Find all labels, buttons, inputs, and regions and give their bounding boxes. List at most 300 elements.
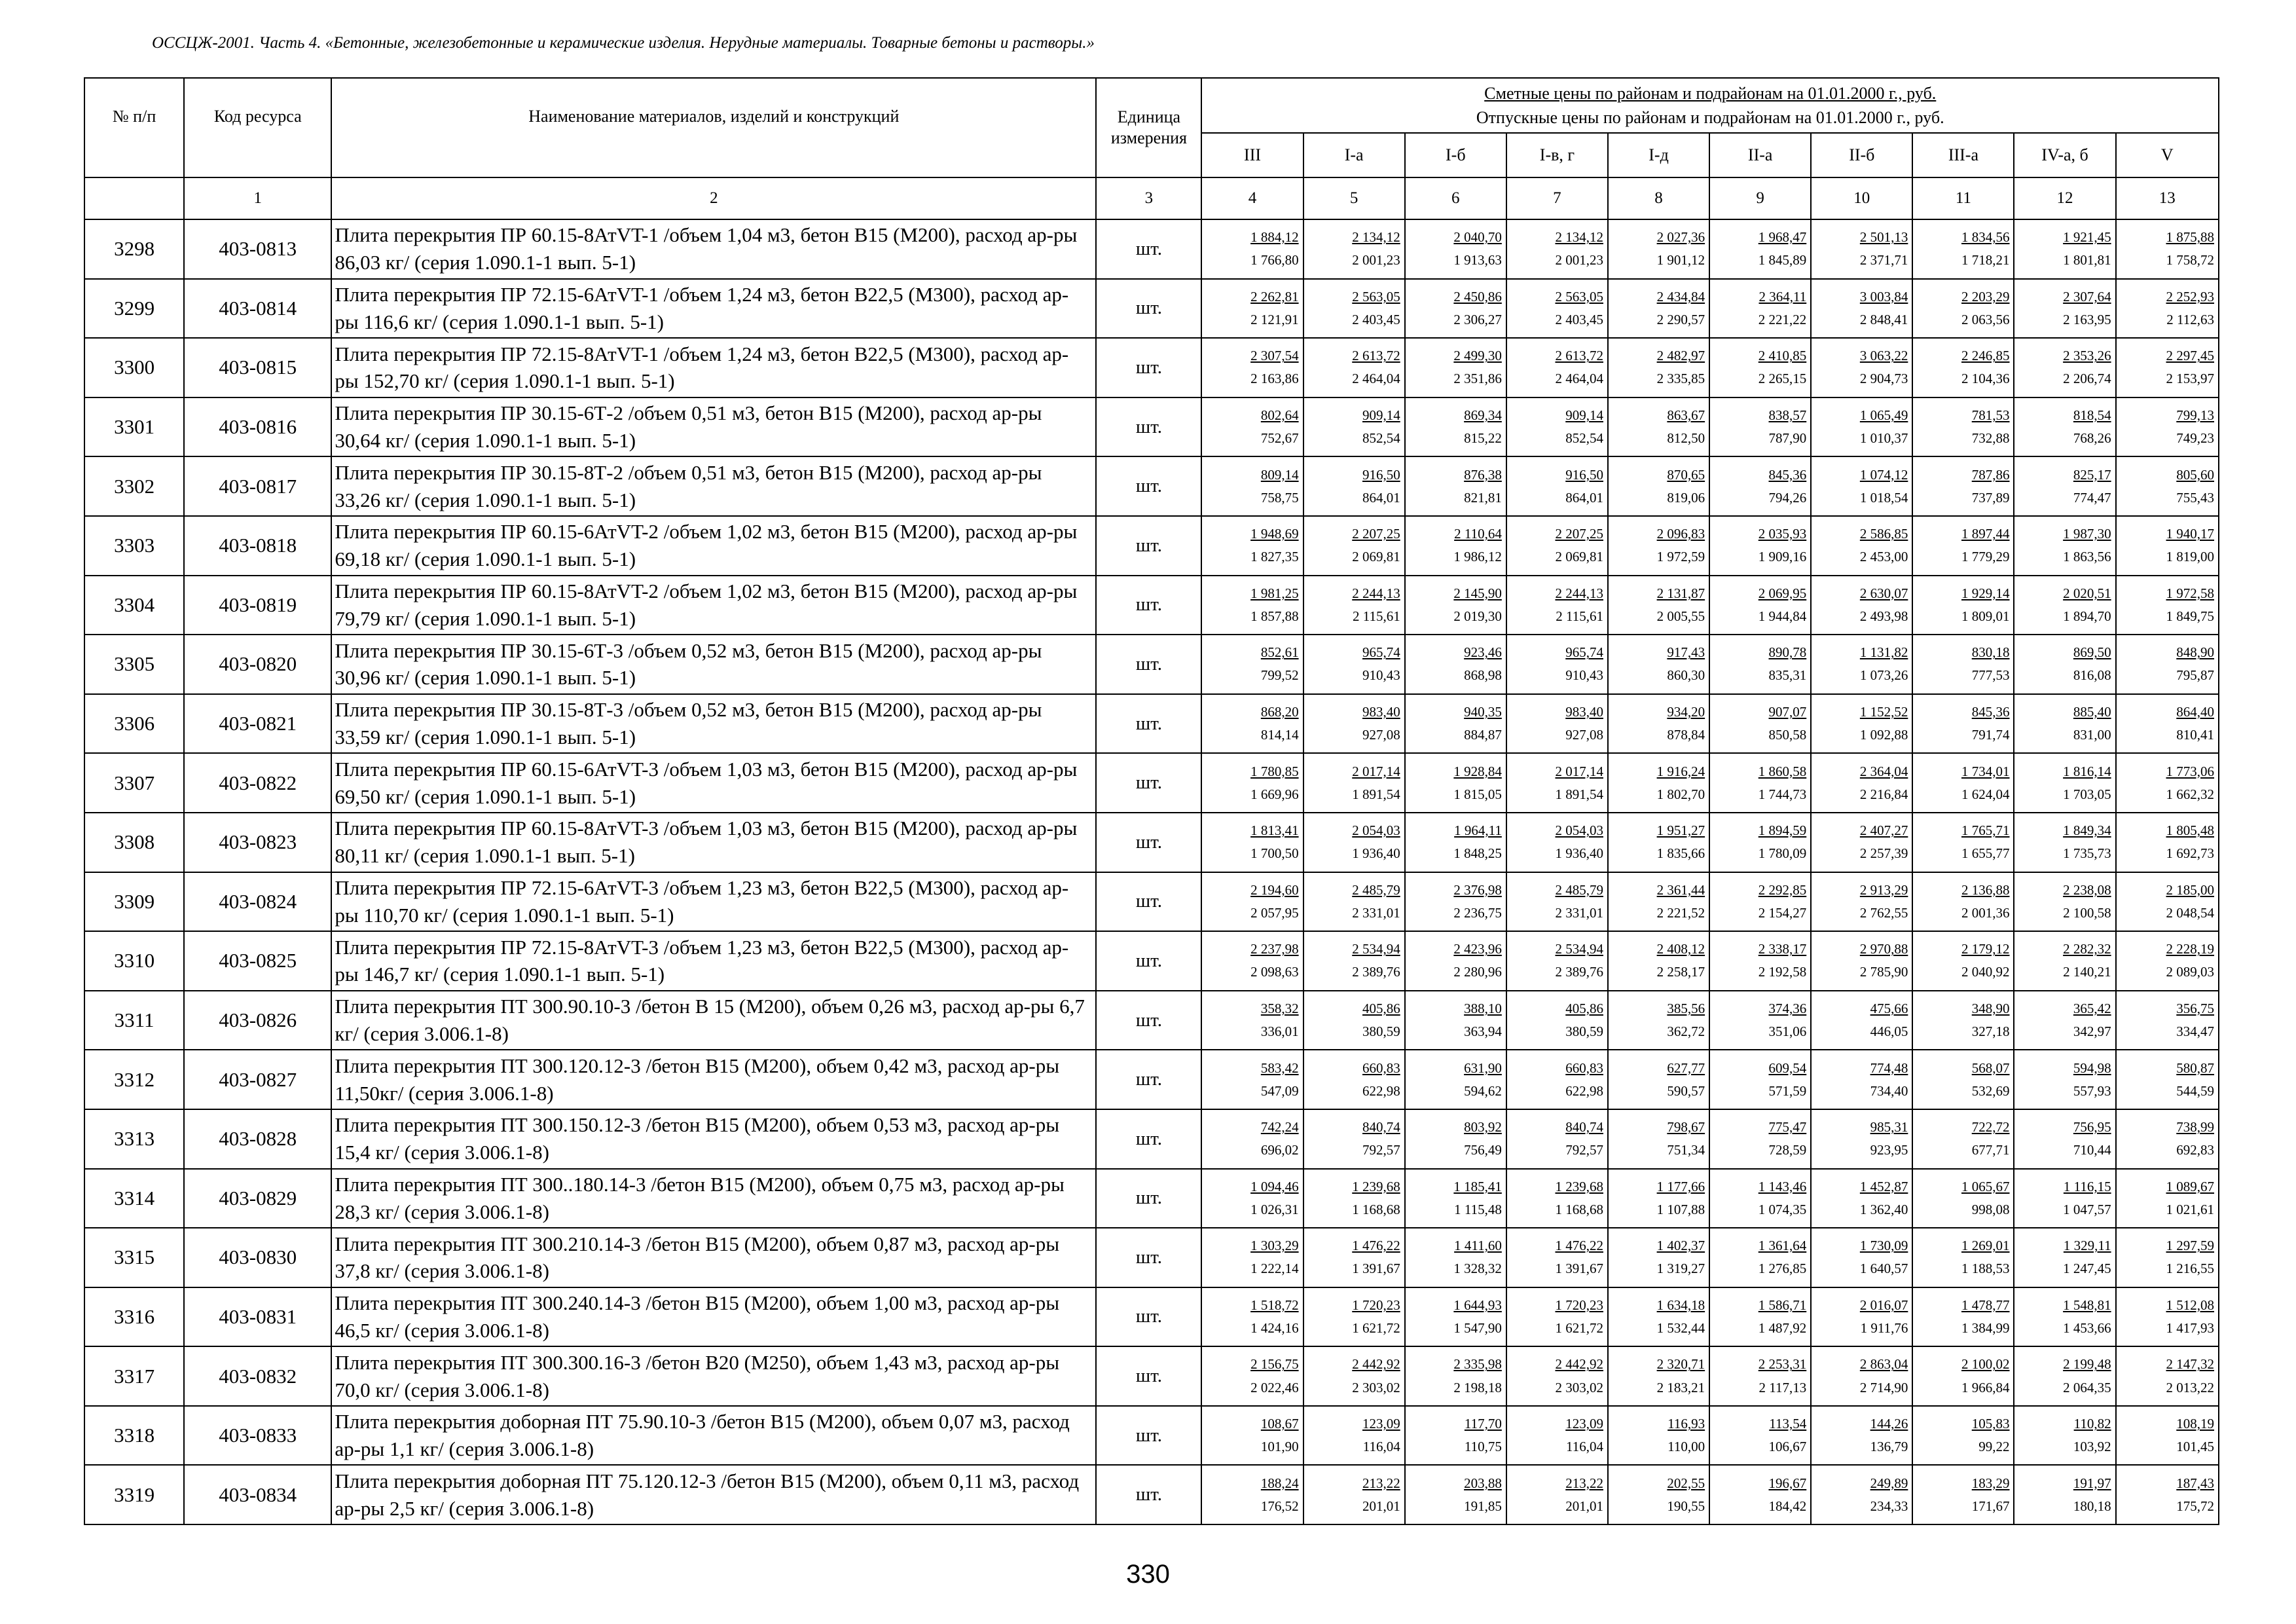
price-cell	[1303, 1109, 1405, 1169]
estimate-price: 2 499,30	[1453, 348, 1502, 364]
estimate-price: 2 203,29	[1961, 288, 2010, 304]
release-price: 878,84	[1667, 727, 1705, 743]
estimate-price: 1 968,47	[1758, 229, 1807, 246]
price-cell	[2116, 991, 2219, 1050]
price-cell	[2014, 991, 2115, 1050]
estimate-price: 809,14	[1260, 466, 1299, 483]
district-header: I-б	[1405, 133, 1506, 177]
price-cell	[2014, 1346, 2115, 1406]
estimate-price: 110,82	[2073, 1416, 2111, 1432]
table-body	[84, 219, 2219, 1524]
price-cell	[1506, 991, 1608, 1050]
table-row	[84, 635, 2219, 694]
column-number: 4	[1201, 177, 1303, 219]
material-name: Плита перекрытия ПР 60.15-6АтVT-2 /объем 1,02 м3, бетон В15 (М200), расход ар-ры 69,18 кг/ (серия 1.090.1-1 вып. 5-1)	[331, 516, 1096, 576]
estimate-price: 803,92	[1464, 1119, 1502, 1135]
price-cell	[1303, 1228, 1405, 1287]
release-price: 2 389,76	[1352, 964, 1400, 980]
row-number: 3318	[84, 1406, 184, 1466]
release-price: 1 384,99	[1961, 1320, 2010, 1336]
estimate-price: 738,99	[2176, 1119, 2214, 1135]
release-price: 557,93	[2073, 1082, 2111, 1099]
release-price: 2 001,36	[1961, 904, 2010, 921]
price-cell	[2014, 516, 2115, 576]
price-cell	[1506, 279, 1608, 339]
estimate-price: 1 476,22	[1555, 1238, 1603, 1254]
price-cell	[1811, 1406, 1912, 1466]
price-cell	[1709, 1050, 1811, 1109]
price-cell	[2014, 635, 2115, 694]
price-cell	[1405, 1346, 1506, 1406]
district-header: I-д	[1608, 133, 1709, 177]
resource-code: 403-0821	[184, 694, 331, 754]
release-price: 1 857,88	[1250, 608, 1299, 624]
release-price: 732,88	[1971, 430, 2010, 447]
release-price: 2 063,56	[1961, 311, 2010, 327]
estimate-price: 1 849,34	[2063, 822, 2111, 839]
release-price: 850,58	[1768, 727, 1807, 743]
row-number: 3299	[84, 279, 184, 339]
release-price: 1 026,31	[1250, 1201, 1299, 1217]
col-header-unit: Единица измерения	[1096, 78, 1201, 177]
price-cell	[1506, 872, 1608, 932]
estimate-price: 1 816,14	[2063, 763, 2111, 779]
district-header: I-а	[1303, 133, 1405, 177]
price-cell	[2116, 694, 2219, 754]
estimate-price: 916,50	[1362, 466, 1400, 483]
release-price: 2 013,22	[2166, 1379, 2214, 1395]
release-price: 2 331,01	[1555, 904, 1603, 921]
price-cell	[1608, 813, 1709, 872]
price-cell	[1201, 1465, 1303, 1524]
estimate-price: 123,09	[1362, 1416, 1400, 1432]
column-number: 5	[1303, 177, 1405, 219]
district-header: II-а	[1709, 133, 1811, 177]
estimate-price: 2 563,05	[1555, 288, 1603, 304]
release-price: 2 040,92	[1961, 964, 2010, 980]
price-cell	[1405, 1050, 1506, 1109]
price-cell	[1709, 1346, 1811, 1406]
release-price: 860,30	[1667, 667, 1705, 684]
price-cell	[1303, 338, 1405, 397]
release-price: 590,57	[1667, 1082, 1705, 1099]
material-name: Плита перекрытия ПТ 300.300.16-3 /бетон В20 (М250), объем 1,43 м3, расход ар-ры 70,0 кг/ (серия 3.006.1-8)	[331, 1346, 1096, 1406]
estimate-price: 2 147,32	[2166, 1356, 2214, 1373]
price-cell	[1303, 516, 1405, 576]
estimate-price: 385,56	[1667, 1000, 1705, 1016]
price-cell	[1201, 694, 1303, 754]
release-price: 2 280,96	[1453, 964, 1502, 980]
price-cell	[1709, 397, 1811, 457]
release-price: 819,06	[1667, 489, 1705, 506]
estimate-price: 2 069,95	[1758, 585, 1807, 601]
release-price: 2 163,86	[1250, 371, 1299, 387]
estimate-price: 2 246,85	[1961, 348, 2010, 364]
price-cell	[1303, 1050, 1405, 1109]
estimate-price: 2 100,02	[1961, 1356, 2010, 1373]
estimate-price: 2 179,12	[1961, 941, 2010, 957]
release-price: 792,57	[1565, 1142, 1603, 1158]
estimate-price: 2 613,72	[1555, 348, 1603, 364]
price-cell	[1405, 813, 1506, 872]
price-cell	[1608, 456, 1709, 516]
price-cell	[1912, 1050, 2014, 1109]
price-cell	[1506, 219, 1608, 279]
estimate-price: 876,38	[1464, 466, 1502, 483]
release-price: 1 624,04	[1961, 786, 2010, 802]
price-cell	[2116, 456, 2219, 516]
estimate-price: 2 194,60	[1250, 881, 1299, 898]
estimate-price: 2 156,75	[1250, 1356, 1299, 1373]
district-header: IV-а, б	[2014, 133, 2115, 177]
unit-of-measure: шт.	[1096, 1050, 1201, 1109]
release-price: 1 779,29	[1961, 549, 2010, 565]
estimate-price: 1 634,18	[1656, 1297, 1705, 1313]
release-price: 1 801,81	[2063, 252, 2111, 268]
price-cell	[1303, 694, 1405, 754]
release-price: 1 655,77	[1961, 845, 2010, 862]
estimate-price: 388,10	[1464, 1000, 1502, 1016]
estimate-price: 756,95	[2073, 1119, 2111, 1135]
estimate-price: 2 237,98	[1250, 941, 1299, 957]
unit-of-measure: шт.	[1096, 338, 1201, 397]
release-price: 1 018,54	[1859, 489, 1908, 506]
estimate-price: 1 177,66	[1656, 1178, 1705, 1194]
estimate-price: 609,54	[1768, 1060, 1807, 1076]
price-cell	[1405, 872, 1506, 932]
price-cell	[1506, 456, 1608, 516]
price-cell	[1811, 931, 1912, 991]
estimate-price: 909,14	[1565, 407, 1603, 423]
district-header: I-в, г	[1506, 133, 1608, 177]
price-cell	[1912, 1406, 2014, 1466]
estimate-price: 983,40	[1565, 703, 1603, 720]
price-cell	[1506, 694, 1608, 754]
district-header: V	[2116, 133, 2219, 177]
price-cell	[1405, 279, 1506, 339]
row-number: 3300	[84, 338, 184, 397]
price-cell	[1303, 991, 1405, 1050]
release-price: 768,26	[2073, 430, 2111, 447]
release-price: 2 153,97	[2166, 371, 2214, 387]
estimate-price: 568,07	[1971, 1060, 2010, 1076]
estimate-price: 909,14	[1362, 407, 1400, 423]
estimate-price: 123,09	[1565, 1416, 1603, 1432]
release-price: 1 909,16	[1758, 549, 1807, 565]
release-price: 794,26	[1768, 489, 1807, 506]
resource-code: 403-0832	[184, 1346, 331, 1406]
price-cell	[1201, 456, 1303, 516]
column-number: 11	[1912, 177, 2014, 219]
price-cell	[1811, 753, 1912, 813]
release-price: 2 464,04	[1555, 371, 1603, 387]
release-price: 547,09	[1260, 1082, 1299, 1099]
release-price: 1 168,68	[1352, 1201, 1400, 1217]
price-cell	[1811, 813, 1912, 872]
release-price: 787,90	[1768, 430, 1807, 447]
table-row	[84, 1169, 2219, 1228]
estimate-price: 2 423,96	[1453, 941, 1502, 957]
table-row	[84, 813, 2219, 872]
estimate-price: 358,32	[1260, 1000, 1299, 1016]
estimate-price: 2 253,31	[1758, 1356, 1807, 1373]
release-price: 756,49	[1464, 1142, 1502, 1158]
estimate-price: 1 897,44	[1961, 526, 2010, 542]
material-name: Плита перекрытия доборная ПТ 75.90.10-3 /бетон В15 (М200), объем 0,07 м3, расход ар-ры 1,1 кг/ (серия 3.006.1-8)	[331, 1406, 1096, 1466]
release-price: 737,89	[1971, 489, 2010, 506]
estimate-price: 983,40	[1362, 703, 1400, 720]
estimate-price: 2 134,12	[1555, 229, 1603, 246]
price-cell	[1303, 219, 1405, 279]
price-cell	[1709, 1406, 1811, 1466]
price-cell	[1811, 219, 1912, 279]
table-row	[84, 456, 2219, 516]
release-price: 1 417,93	[2166, 1320, 2214, 1336]
release-price: 774,47	[2073, 489, 2111, 506]
estimate-price: 2 297,45	[2166, 348, 2214, 364]
price-cell	[2116, 279, 2219, 339]
price-cell	[1303, 931, 1405, 991]
price-cell	[1912, 516, 2014, 576]
release-price: 1 848,25	[1453, 845, 1502, 862]
estimate-price: 787,86	[1971, 466, 2010, 483]
table-row	[84, 1465, 2219, 1524]
price-cell	[1811, 338, 1912, 397]
price-cell	[1608, 635, 1709, 694]
estimate-price: 965,74	[1565, 644, 1603, 661]
release-price: 571,59	[1768, 1082, 1807, 1099]
estimate-price: 838,57	[1768, 407, 1807, 423]
unit-of-measure: шт.	[1096, 635, 1201, 694]
price-cell	[1405, 1228, 1506, 1287]
estimate-price: 870,65	[1667, 466, 1705, 483]
release-price: 2 117,13	[1758, 1379, 1807, 1395]
resource-code: 403-0817	[184, 456, 331, 516]
release-price: 1 453,66	[2063, 1320, 2111, 1336]
release-price: 1 891,54	[1555, 786, 1603, 802]
price-cell	[2014, 456, 2115, 516]
price-cell	[1608, 991, 1709, 1050]
estimate-price: 934,20	[1667, 703, 1705, 720]
resource-code: 403-0816	[184, 397, 331, 457]
estimate-price: 2 262,81	[1250, 288, 1299, 304]
price-cell	[1811, 1228, 1912, 1287]
estimate-price: 848,90	[2176, 644, 2214, 661]
price-cell	[1912, 813, 2014, 872]
column-number: 12	[2014, 177, 2115, 219]
estimate-price: 864,40	[2176, 703, 2214, 720]
estimate-price: 249,89	[1870, 1475, 1908, 1491]
release-price: 927,08	[1362, 727, 1400, 743]
estimate-price: 2 244,13	[1352, 585, 1400, 601]
price-cell	[1303, 1465, 1405, 1524]
material-name: Плита перекрытия ПР 72.15-8АтVT-1 /объем 1,24 м3, бетон В22,5 (М300), расход ар-ры 152,70 кг/ (серия 1.090.1-1 вып. 5-1)	[331, 338, 1096, 397]
estimate-price: 830,18	[1971, 644, 2010, 661]
estimate-price: 108,19	[2176, 1416, 2214, 1432]
release-price: 351,06	[1768, 1024, 1807, 1040]
price-cell	[1608, 1228, 1709, 1287]
release-price: 1 735,73	[2063, 845, 2111, 862]
price-cell	[1405, 338, 1506, 397]
release-price: 1 662,32	[2166, 786, 2214, 802]
price-cell	[1201, 1109, 1303, 1169]
release-price: 1 621,72	[1352, 1320, 1400, 1336]
material-name: Плита перекрытия ПР 30.15-6Т-3 /объем 0,52 м3, бетон В15 (М200), расход ар-ры 30,96 кг/ (серия 1.090.1-1 вып. 5-1)	[331, 635, 1096, 694]
release-price: 1 936,40	[1352, 845, 1400, 862]
page-number: 330	[1126, 1560, 1170, 1589]
row-number: 3311	[84, 991, 184, 1050]
unit-of-measure: шт.	[1096, 1406, 1201, 1466]
release-price: 380,59	[1362, 1024, 1400, 1040]
price-cell	[2116, 338, 2219, 397]
release-price: 734,40	[1870, 1082, 1908, 1099]
estimate-price: 2 563,05	[1352, 288, 1400, 304]
price-cell	[1709, 635, 1811, 694]
release-price: 1 894,70	[2063, 608, 2111, 624]
estimate-price: 1 780,85	[1250, 763, 1299, 779]
price-cell	[1709, 694, 1811, 754]
row-number: 3298	[84, 219, 184, 279]
unit-of-measure: шт.	[1096, 1109, 1201, 1169]
estimate-price: 2 534,94	[1555, 941, 1603, 957]
estimate-price: 213,22	[1362, 1475, 1400, 1491]
price-cell	[2116, 516, 2219, 576]
estimate-price: 105,83	[1971, 1416, 2010, 1432]
price-cell	[1506, 516, 1608, 576]
estimate-price: 2 282,32	[2063, 941, 2111, 957]
estimate-price: 2 136,88	[1961, 881, 2010, 898]
unit-of-measure: шт.	[1096, 694, 1201, 754]
estimate-price: 917,43	[1667, 644, 1705, 661]
estimate-price: 2 586,85	[1859, 526, 1908, 542]
release-price: 171,67	[1971, 1498, 2010, 1514]
release-price: 1 966,84	[1961, 1379, 2010, 1395]
release-price: 2 089,03	[2166, 964, 2214, 980]
table-row	[84, 931, 2219, 991]
row-number: 3308	[84, 813, 184, 872]
estimate-price: 202,55	[1667, 1475, 1705, 1491]
estimate-price: 2 501,13	[1859, 229, 1908, 246]
table-row	[84, 753, 2219, 813]
estimate-price: 627,77	[1667, 1060, 1705, 1076]
estimate-price: 1 586,71	[1758, 1297, 1807, 1313]
estimate-price: 2 110,64	[1454, 526, 1502, 542]
row-number: 3317	[84, 1346, 184, 1406]
release-price: 792,57	[1362, 1142, 1400, 1158]
estimate-price: 2 630,07	[1859, 585, 1908, 601]
col-header-num: № п/п	[84, 78, 184, 177]
estimate-price: 1 476,22	[1352, 1238, 1400, 1254]
resource-code: 403-0818	[184, 516, 331, 576]
price-cell	[1709, 1287, 1811, 1347]
estimate-price: 365,42	[2073, 1000, 2111, 1016]
release-price: 2 258,17	[1656, 964, 1705, 980]
material-name: Плита перекрытия ПР 60.15-8АтVT-2 /объем 1,02 м3, бетон В15 (М200), расход ар-ры 79,79 кг/ (серия 1.090.1-1 вып. 5-1)	[331, 576, 1096, 635]
price-cell	[1506, 1346, 1608, 1406]
estimate-price: 2 145,90	[1453, 585, 1502, 601]
price-cell	[1201, 397, 1303, 457]
estimate-price: 1 152,52	[1859, 703, 1908, 720]
estimate-price: 2 970,88	[1859, 941, 1908, 957]
table-row	[84, 279, 2219, 339]
estimate-price: 405,86	[1565, 1000, 1603, 1016]
release-price: 2 351,86	[1453, 371, 1502, 387]
release-price: 2 140,21	[2063, 964, 2111, 980]
price-cell	[1405, 991, 1506, 1050]
release-price: 812,50	[1667, 430, 1705, 447]
resource-code: 403-0815	[184, 338, 331, 397]
price-cell	[1405, 1465, 1506, 1524]
unit-of-measure: шт.	[1096, 753, 1201, 813]
estimate-price: 1 730,09	[1859, 1238, 1908, 1254]
release-price: 2 257,39	[1859, 845, 1908, 862]
release-price: 927,08	[1565, 727, 1603, 743]
resource-code: 403-0814	[184, 279, 331, 339]
estimate-price: 660,83	[1565, 1060, 1603, 1076]
price-cell	[1912, 991, 2014, 1050]
estimate-price: 2 364,11	[1758, 288, 1807, 304]
price-cell	[1405, 219, 1506, 279]
release-price: 1 021,61	[2166, 1201, 2214, 1217]
release-price: 176,52	[1260, 1498, 1299, 1514]
price-cell	[1506, 1109, 1608, 1169]
price-cell	[1709, 576, 1811, 635]
estimate-price: 2 244,13	[1555, 585, 1603, 601]
estimate-price: 1 452,87	[1859, 1178, 1908, 1194]
district-header: II-б	[1811, 133, 1912, 177]
release-price: 116,04	[1566, 1439, 1603, 1455]
estimate-price: 203,88	[1464, 1475, 1502, 1491]
release-price: 777,53	[1971, 667, 2010, 684]
price-cell	[1709, 219, 1811, 279]
price-cell	[1506, 1169, 1608, 1228]
estimate-price: 940,35	[1464, 703, 1502, 720]
price-cell	[1201, 338, 1303, 397]
estimate-price: 2 450,86	[1453, 288, 1502, 304]
price-cell	[2116, 1346, 2219, 1406]
release-price: 106,67	[1768, 1439, 1807, 1455]
release-price: 728,59	[1768, 1142, 1807, 1158]
release-price: 2 389,76	[1555, 964, 1603, 980]
price-cell	[2014, 1465, 2115, 1524]
estimate-price: 2 307,64	[2063, 288, 2111, 304]
price-cell	[2014, 1406, 2115, 1466]
release-price: 2 022,46	[1250, 1379, 1299, 1395]
price-cell	[1506, 931, 1608, 991]
release-price: 2 762,55	[1859, 904, 1908, 921]
release-price: 1 901,12	[1656, 252, 1705, 268]
release-price: 1 835,66	[1656, 845, 1705, 862]
price-cell	[1811, 991, 1912, 1050]
release-price: 544,59	[2176, 1082, 2214, 1099]
estimate-price: 213,22	[1565, 1475, 1603, 1491]
price-cell	[1608, 931, 1709, 991]
estimate-price: 2 376,98	[1453, 881, 1502, 898]
estimate-price: 869,50	[2073, 644, 2111, 661]
material-name: Плита перекрытия ПР 30.15-6Т-2 /объем 0,51 м3, бетон В15 (М200), расход ар-ры 30,64 кг/ (серия 1.090.1-1 вып. 5-1)	[331, 397, 1096, 457]
estimate-price: 2 252,93	[2166, 288, 2214, 304]
estimate-price: 594,98	[2073, 1060, 2111, 1076]
price-cell	[1709, 1169, 1811, 1228]
price-cell	[2116, 753, 2219, 813]
estimate-price: 1 116,15	[2063, 1178, 2111, 1194]
release-price: 1 913,63	[1453, 252, 1502, 268]
resource-code: 403-0820	[184, 635, 331, 694]
release-price: 234,33	[1870, 1498, 1908, 1514]
unit-of-measure: шт.	[1096, 991, 1201, 1050]
resource-code: 403-0822	[184, 753, 331, 813]
estimate-price: 1 074,12	[1859, 466, 1908, 483]
